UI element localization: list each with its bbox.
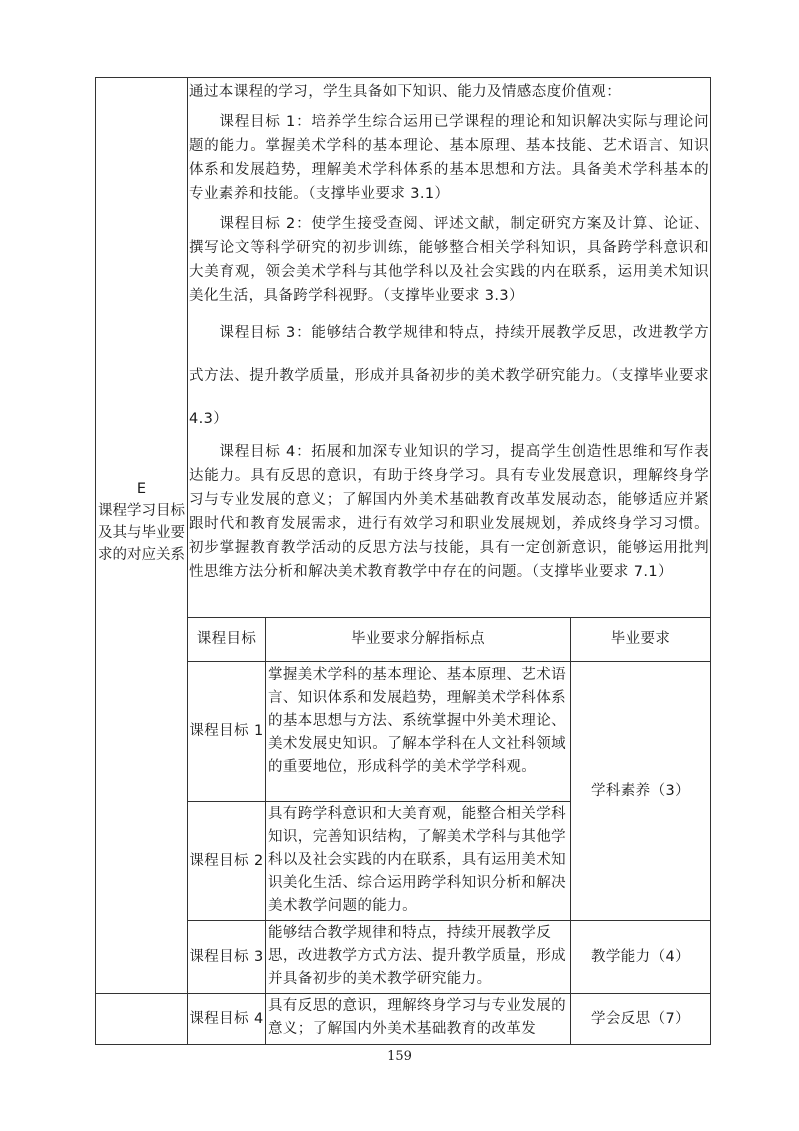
- objective-1-text: 课程目标 1：培养学生综合运用已学课程的理论和知识解决实际与理论问题的能力。掌握美术学科的基本理论、基本原理、基本技能、艺术语言、知识体系和发展趋势，理解美术学科体系的基本思想和方法。具备美术学科基本的专业素养和技能。（支撑毕业要求 3.1）: [189, 114, 709, 202]
- row4-indicator: 具有反思的意识，理解终身学习与专业发展的意义；了解国内外美术基础教育的改革发: [268, 998, 566, 1037]
- section-label: [96, 478, 187, 566]
- row2-indicator: 具有跨学科意识和大美育观，能整合相关学科知识，完善知识结构，了解美术学科与其他学科以及社会实践的内在联系，具有运用美术知识美化生活、综合运用跨学科知识分析和解决美术教学问题的能力。: [268, 806, 566, 914]
- row4-goal: 课程目标 4: [189, 1010, 264, 1027]
- row4-requirement: 学会反思（7）: [590, 1010, 691, 1027]
- column-divider: [265, 617, 266, 1045]
- header-indicator: 毕业要求分解指标点: [350, 631, 486, 647]
- section-title: 课程学习目标及其与毕业要求的对应关系: [98, 503, 185, 563]
- objective-3-text: 课程目标 3：能够结合教学规律和特点，持续开展教学反思，改进教学方式方法、提升教学质量，形成并具备初步的美术教学研究能力。（支撑毕业要求 4.3）: [189, 325, 709, 427]
- objective-2-text: 课程目标 2：使学生接受查阅、评述文献，制定研究方案及计算、论证、撰写论文等科学研究的初步训练，能够整合相关学科知识，具备跨学科意识和大美育观，领会美术学科与其他学科以及社会实践的内在联系，运用美术知识美化生活，具备跨学科视野。（支撑毕业要求 3.3）: [189, 216, 709, 304]
- row2-goal: 课程目标 2: [189, 852, 264, 869]
- header-goal: 课程目标: [196, 631, 257, 647]
- row1-requirement: 学科素养（3）: [590, 782, 691, 799]
- objective-4: [189, 440, 709, 584]
- intro-text: 通过本课程的学习，学生具备如下知识、能力及情感态度价值观：: [189, 84, 622, 100]
- header-requirement: 毕业要求: [610, 631, 671, 647]
- objective-2: [189, 212, 709, 308]
- row3-goal: 课程目标 3: [189, 948, 264, 965]
- objective-1: [189, 110, 709, 206]
- row1-indicator: 掌握美术学科的基本理论、基本原理、艺术语言、知识体系和发展趋势，理解美术学科体系的基本思想与方法、系统掌握中外美术理论、美术发展史知识。了解本学科在人文社科领域的重要地位，形成科学的美术学学科观。: [268, 667, 566, 775]
- row3-indicator: 能够结合教学规律和特点，持续开展教学反思，改进教学方式方法、提升教学质量，形成并具备初步的美术教学研究能力。: [268, 925, 566, 987]
- objective-3: [189, 312, 709, 441]
- objective-4-text: 课程目标 4：拓展和加深专业知识的学习，提高学生创造性思维和写作表达能力。具有反思的意识，有助于终身学习。具有专业发展意识，理解终身学习与专业发展的意义；了解国内外美术基础教育改革发展动态，能够适应并紧跟时代和教育发展需求，进行有效学习和职业发展规划，养成终身学习习惯。初步掌握教育教学活动的反思方法与技能，具有一定创新意识，能够运用批判性思维方法分析和解决美术教育教学中存在的问题。（支撑毕业要求 7.1）: [189, 444, 709, 580]
- page-number: 159: [387, 1049, 412, 1064]
- section-letter: E: [136, 481, 147, 497]
- row1-goal: 课程目标 1: [189, 723, 264, 739]
- row3-requirement: 教学能力（4）: [590, 948, 691, 965]
